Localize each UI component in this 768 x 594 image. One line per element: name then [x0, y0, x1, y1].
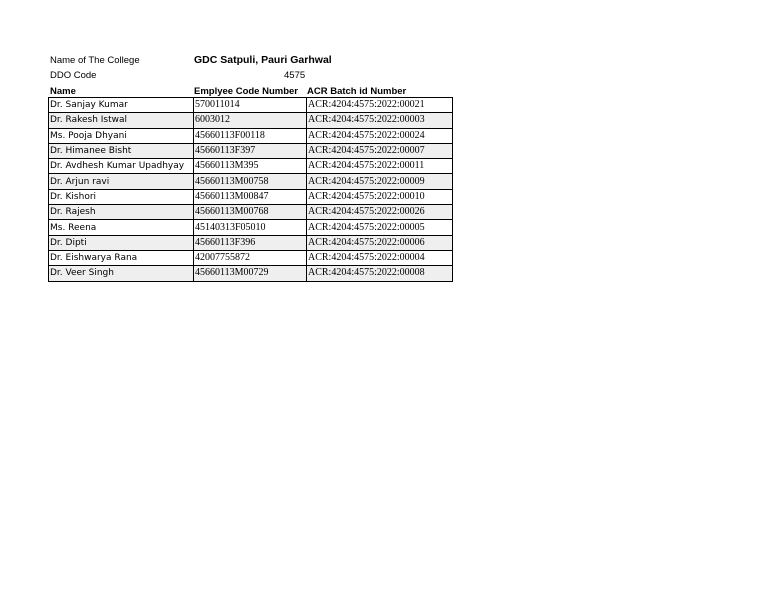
- acr-table-body: [49, 98, 453, 282]
- table-row: [49, 113, 453, 128]
- employee-name-cell: Dr. Veer Singh: [49, 266, 194, 281]
- table-row: [49, 220, 453, 235]
- employee-code-cell: 45140313F05010: [194, 220, 307, 235]
- table-row: [49, 266, 453, 281]
- employee-name-cell: Dr. Rakesh Istwal: [49, 113, 194, 128]
- acr-batch-id-cell: ACR:4204:4575:2022:00007: [307, 143, 453, 158]
- table-row: [49, 128, 453, 143]
- acr-batch-id-cell: ACR:4204:4575:2022:00008: [307, 266, 453, 281]
- table-row: [49, 205, 453, 220]
- employee-code-cell: 42007755872: [194, 250, 307, 265]
- acr-batch-id-cell: ACR:4204:4575:2022:00005: [307, 220, 453, 235]
- employee-name-cell: Dr. Arjun ravi: [49, 174, 194, 189]
- employee-name-cell: Dr. Dipti: [49, 235, 194, 250]
- table-row: [49, 159, 453, 174]
- employee-name-cell: Dr. Sanjay Kumar: [49, 98, 194, 113]
- college-name-value: GDC Satpuli, Pauri Garhwal: [194, 54, 332, 66]
- table-row: [49, 250, 453, 265]
- table-row: [49, 189, 453, 204]
- acr-batch-id-cell: ACR:4204:4575:2022:00009: [307, 174, 453, 189]
- employee-code-cell: 45660113F00118: [194, 128, 307, 143]
- acr-batch-id-cell: ACR:4204:4575:2022:00026: [307, 205, 453, 220]
- employee-name-cell: Dr. Avdhesh Kumar Upadhyay: [49, 159, 194, 174]
- header-name: Name: [50, 86, 76, 97]
- employee-code-cell: 45660113F396: [194, 235, 307, 250]
- employee-name-cell: Dr. Kishori: [49, 189, 194, 204]
- employee-name-cell: Ms. Reena: [49, 220, 194, 235]
- table-row: [49, 174, 453, 189]
- ddo-code-label: DDO Code: [50, 70, 97, 81]
- acr-batch-id-cell: ACR:4204:4575:2022:00003: [307, 113, 453, 128]
- employee-name-cell: Dr. Himanee Bisht: [49, 143, 194, 158]
- employee-code-cell: 45660113M00768: [194, 205, 307, 220]
- employee-name-cell: Dr. Eishwarya Rana: [49, 250, 194, 265]
- header-employee-code: Emplyee Code Number: [194, 86, 298, 97]
- acr-batch-id-cell: ACR:4204:4575:2022:00024: [307, 128, 453, 143]
- acr-batch-id-cell: ACR:4204:4575:2022:00011: [307, 159, 453, 174]
- table-row: [49, 143, 453, 158]
- header-acr-batch-id: ACR Batch id Number: [307, 86, 407, 97]
- employee-code-cell: 45660113M00847: [194, 189, 307, 204]
- employee-code-cell: 45660113M00758: [194, 174, 307, 189]
- employee-name-cell: Ms. Pooja Dhyani: [49, 128, 194, 143]
- employee-code-cell: 45660113F397: [194, 143, 307, 158]
- employee-code-cell: 570011014: [194, 98, 307, 113]
- employee-code-cell: 6003012: [194, 113, 307, 128]
- employee-name-cell: Dr. Rajesh: [49, 205, 194, 220]
- employee-code-cell: 45660113M395: [194, 159, 307, 174]
- table-row: [49, 98, 453, 113]
- college-name-label: Name of The College: [50, 55, 140, 66]
- acr-batch-id-cell: ACR:4204:4575:2022:00004: [307, 250, 453, 265]
- acr-batch-id-cell: ACR:4204:4575:2022:00006: [307, 235, 453, 250]
- acr-batch-id-cell: ACR:4204:4575:2022:00010: [307, 189, 453, 204]
- employee-code-cell: 45660113M00729: [194, 266, 307, 281]
- acr-batch-id-cell: ACR:4204:4575:2022:00021: [307, 98, 453, 113]
- table-row: [49, 235, 453, 250]
- acr-table: [48, 97, 453, 282]
- ddo-code-value: 4575: [284, 70, 306, 81]
